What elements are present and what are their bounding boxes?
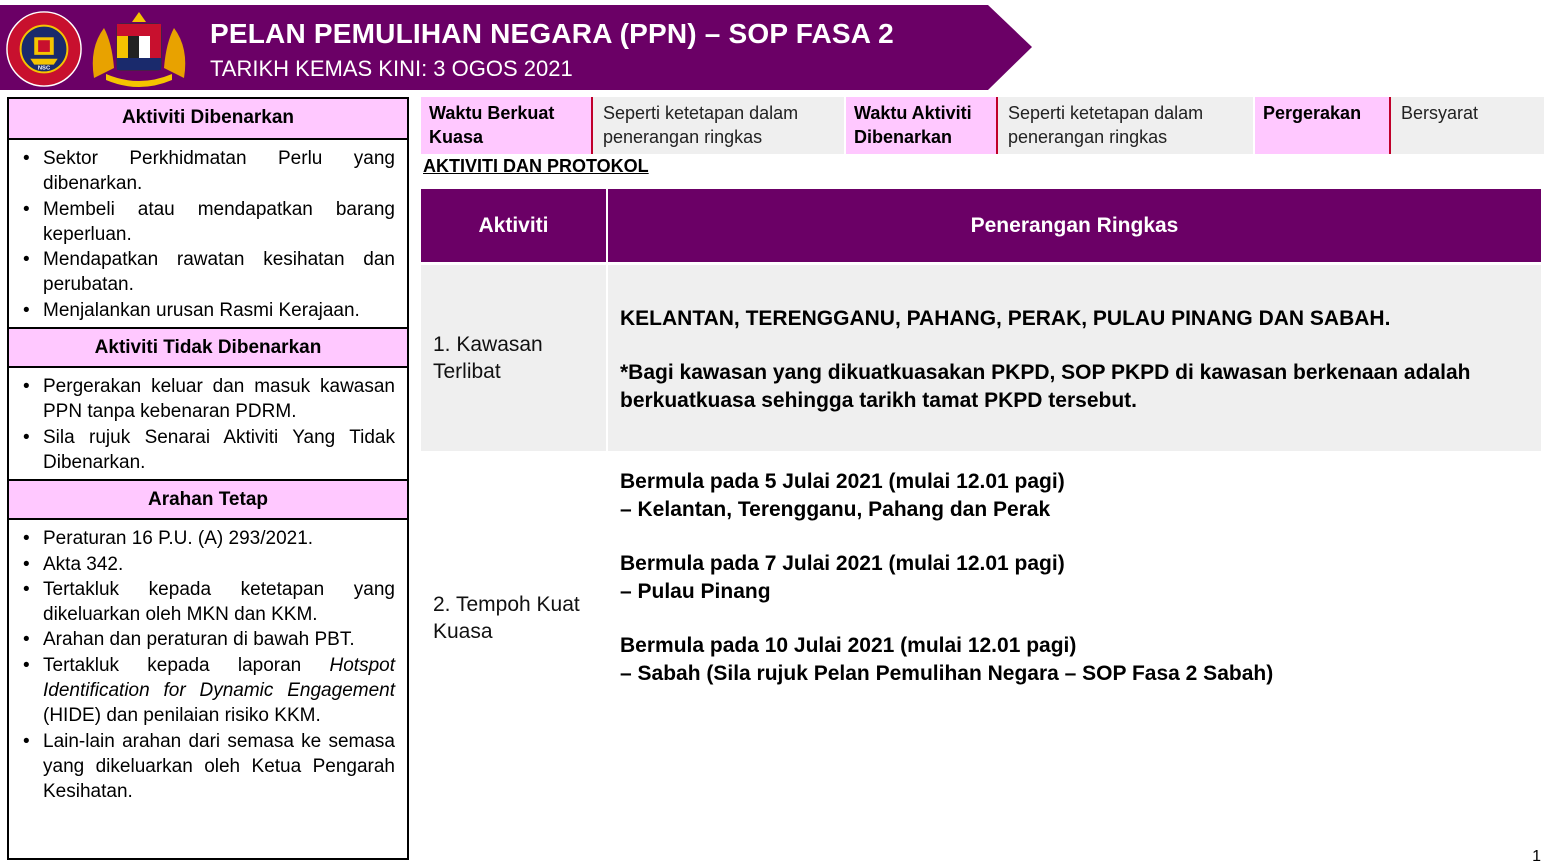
enforcement-time-label: Waktu Berkuat Kuasa <box>421 97 592 154</box>
standing-directives-title: Arahan Tetap <box>9 479 407 520</box>
hide-suffix: (HIDE) dan penilaian risiko KKM. <box>43 705 321 727</box>
list-item: • Sektor Perkhidmatan Perlu yang dibenarkan. <box>21 146 395 197</box>
nsc-logo <box>5 10 83 88</box>
update-date: TARIKH KEMAS KINI: 3 OGOS 2021 <box>210 56 573 81</box>
header-banner <box>0 0 1032 90</box>
list-item-hide <box>21 653 395 729</box>
start-date: Bermula pada 5 Julai 2021 (mulai 12.01 pagi) <box>620 470 1065 493</box>
list-item: • Tertakluk kepada ketetapan yang dikeluarkan oleh MKN dan KKM. <box>21 577 395 628</box>
row-label-areas: 1. Kawasan Terlibat <box>433 333 543 383</box>
table-row-1-label-cell <box>421 265 606 451</box>
states: – Kelantan, Terengganu, Pahang dan Perak <box>620 498 1051 521</box>
list-item: • Mendapatkan rawatan kesihatan dan perubatan. <box>21 247 395 298</box>
page-title: PELAN PEMULIHAN NEGARA (PPN) – SOP FASA 2 <box>210 18 894 49</box>
affected-states: KELANTAN, TERENGGANU, PAHANG, PERAK, PULAU PINANG DAN SABAH. <box>620 307 1391 330</box>
movement-value: Bersyarat <box>1391 97 1544 154</box>
enforcement-time-value: Seperti ketetapan dalam penerangan ringkas <box>593 97 844 154</box>
permitted-activities-title: Aktiviti Dibenarkan <box>9 99 407 140</box>
malaysia-coat-of-arms-logo <box>84 8 194 88</box>
list-item: • Peraturan 16 P.U. (A) 293/2021. <box>21 526 395 551</box>
nsc-abbr: NSC <box>37 65 51 72</box>
activity-time-value: Seperti ketetapan dalam penerangan ringkas <box>998 97 1253 154</box>
column-header-description: Penerangan Ringkas <box>608 189 1541 262</box>
start-date: Bermula pada 10 Julai 2021 (mulai 12.01 pagi) <box>620 634 1077 657</box>
list-item <box>620 550 1535 632</box>
hide-prefix: Tertakluk kepada laporan <box>43 654 330 676</box>
activity-time-label: Waktu Aktiviti Dibenarkan <box>846 97 997 154</box>
hide-italic-2: Engagement <box>287 680 395 702</box>
left-panel <box>7 97 409 860</box>
table-row-1-desc-cell <box>608 265 1541 451</box>
permitted-activities-list <box>9 140 407 327</box>
list-item: • Lain-lain arahan dari semasa ke semasa yang dikeluarkan oleh Ketua Pengarah Kesihatan. <box>21 729 395 805</box>
list-item: • Pergerakan keluar dan masuk kawasan PPN tanpa kebenaran PDRM. <box>21 374 395 425</box>
movement-label: Pergerakan <box>1255 97 1390 154</box>
states: – Pulau Pinang <box>620 580 771 603</box>
section-heading: AKTIVITI DAN PROTOKOL <box>423 156 649 176</box>
list-item: • Menjalankan urusan Rasmi Kerajaan. <box>21 298 395 323</box>
page-number: 1 <box>1532 848 1541 865</box>
table-row-2-desc-cell <box>620 468 1535 714</box>
list-item <box>620 632 1535 714</box>
not-permitted-activities-title: Aktiviti Tidak Dibenarkan <box>9 327 407 368</box>
column-header-activity: Aktiviti <box>421 189 606 262</box>
start-date: Bermula pada 7 Julai 2021 (mulai 12.01 pagi) <box>620 552 1065 575</box>
states: – Sabah (Sila rujuk Pelan Pemulihan Negara – SOP Fasa 2 Sabah) <box>620 662 1274 685</box>
hide-italic-1: Hotspot Identification for Dynamic <box>43 654 395 702</box>
list-item: • Membeli atau mendapatkan barang keperluan. <box>21 197 395 248</box>
list-item: • Arahan dan peraturan di bawah PBT. <box>21 627 395 652</box>
pkpd-note: *Bagi kawasan yang dikuatkuasakan PKPD, SOP PKPD di kawasan berkenaan adalah berkuatkuasa sehingga tarikh tamat PKPD tersebut. <box>620 361 1471 412</box>
list-item: • Sila rujuk Senarai Aktiviti Yang Tidak Dibenarkan. <box>21 425 395 476</box>
row-label-period: 2. Tempoh Kuat Kuasa <box>433 593 580 643</box>
standing-directives-list <box>9 520 407 808</box>
list-item <box>620 468 1535 550</box>
not-permitted-activities-list <box>9 368 407 479</box>
list-item: • Akta 342. <box>21 552 395 577</box>
